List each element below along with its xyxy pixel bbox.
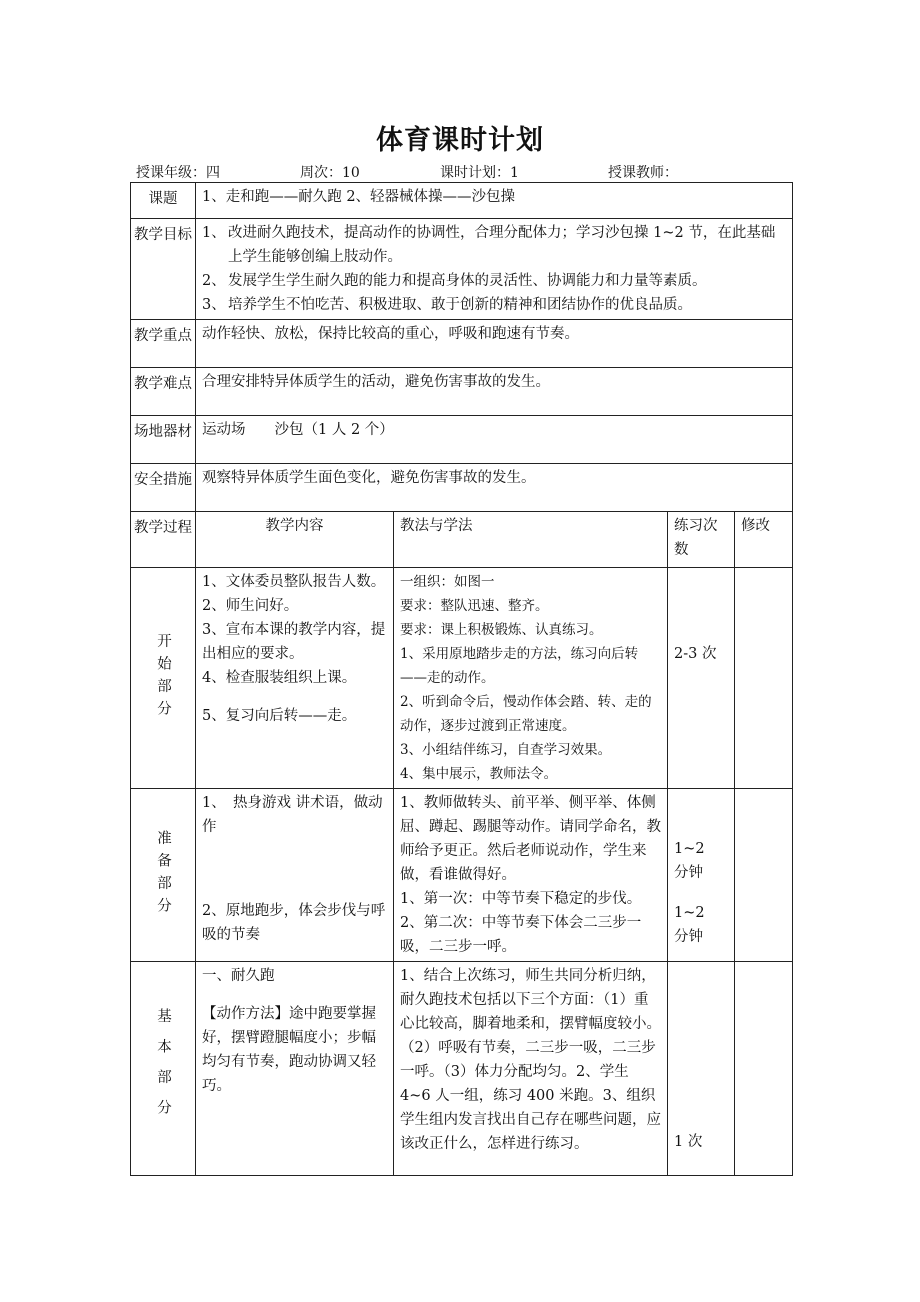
method-line: 1、教师做转头、前平举、侧平举、体侧屈、蹲起、踢腿等动作。请同学命名，教师给予更正。然后老师说动作，学生来做，看谁做得好。 [400, 795, 661, 883]
method-line: 3、小组结伴练习，自查学习效果。 [400, 742, 612, 758]
week-field: 周次：10 [300, 165, 360, 181]
method-line: 2、第二次：中等节奏下体会二三步一吸，二三步一呼。 [400, 915, 642, 955]
safety-row [131, 464, 793, 512]
col-revise: 修改 [735, 512, 793, 568]
method-line: 一组织：如图一 [400, 574, 495, 590]
content-line: 5、复习向后转——走。 [202, 708, 357, 724]
content-line: 【动作方法】途中跑要掌握好，摆臂蹬腿幅度小；步幅均匀有节奏，跑动协调又轻巧。 [202, 1006, 376, 1094]
goals-row [131, 219, 793, 320]
goals-label: 教学目标 [131, 219, 196, 320]
content-line: 3、宣布本课的教学内容，提出相应的要求。 [202, 622, 386, 662]
method-line: 4、集中展示，教师法令。 [400, 766, 558, 782]
lesson-plan-table [130, 182, 793, 1176]
col-method: 教法与学法 [394, 512, 668, 568]
venue-value: 运动场 沙包（1 人 2 个） [196, 416, 793, 464]
section-name: 准备部分 [131, 789, 196, 962]
key-row [131, 320, 793, 368]
topic-value: 1、走和跑——耐久跑 2、轻器械体操——沙包操 [196, 183, 793, 219]
safety-value: 观察特异体质学生面色变化，避免伤害事故的发生。 [196, 464, 793, 512]
revise-cell [735, 962, 793, 1176]
method-line: 1、第一次：中等节奏下稳定的步伐。 [400, 891, 642, 907]
content-line: 4、检查服装组织上课。 [202, 670, 357, 686]
process-label: 教学过程 [131, 512, 196, 568]
venue-label: 场地器材 [131, 416, 196, 464]
difficulty-value: 合理安排特异体质学生的活动，避免伤害事故的发生。 [196, 368, 793, 416]
process-header-row [131, 512, 793, 568]
venue-row [131, 416, 793, 464]
section-warmup [131, 789, 793, 962]
content-line: 2、师生问好。 [202, 598, 299, 614]
revise-cell [735, 568, 793, 789]
list-item: 3、 培养学生不怕吃苦、积极进取、敢于创新的精神和团结协作的优良品质。 [202, 297, 692, 313]
difficulty-label: 教学难点 [131, 368, 196, 416]
topic-label: 课题 [131, 183, 196, 219]
content-line: 一、耐久跑 [202, 968, 275, 984]
method-line: 要求：整队迅速、整齐。 [400, 598, 549, 614]
goals-list [202, 221, 786, 317]
times-line: 1~2 分钟 [674, 905, 720, 945]
col-times: 练习次数 [668, 512, 735, 568]
method-line: 2、听到命令后，慢动作体会踏、转、走的动作，逐步过渡到正常速度。 [400, 694, 652, 734]
content-line: 1、 热身游戏 讲术语，做动作 [202, 795, 383, 835]
difficulty-row [131, 368, 793, 416]
method-line: 1、采用原地踏步走的方法，练习向后转——走的动作。 [400, 646, 639, 686]
content-line: 2、原地跑步，体会步伐与呼吸的节奏 [202, 903, 386, 943]
safety-label: 安全措施 [131, 464, 196, 512]
section-name: 开始部分 [131, 568, 196, 789]
topic-row [131, 183, 793, 219]
method-line: 1、结合上次练习，师生共同分析归纳，耐久跑技术包括以下三个方面：（1）重心比较高，脚着地柔和，摆臂幅度较小。（2）呼吸有节奏，二三步一吸，二三步一呼。（3）体力分配均匀。2、学生 4~6 人一组，练习 400 米跑。3、组织学生组内发言找出自己存在哪些问题，应该改正什么，怎样进行练习。 [400, 968, 661, 1152]
times-line: 1~2 分钟 [674, 841, 720, 881]
section-main [131, 962, 793, 1176]
teacher-field: 授课教师： [608, 165, 678, 181]
list-item: 2、 发展学生学生耐久跑的能力和提高身体的灵活性、协调能力和力量等素质。 [202, 273, 707, 289]
method-line: 要求：课上积极锻炼、认真练习。 [400, 622, 603, 638]
times-line: 2-3 次 [674, 646, 717, 662]
list-item: 1、 改进耐久跑技术，提高动作的协调性，合理分配体力；学习沙包操 1~2 节，在此基础上学生能够创编上肢动作。 [202, 225, 776, 265]
section-name: 基本部分 [131, 962, 196, 1176]
revise-cell [735, 789, 793, 962]
page-title: 体育课时计划 [376, 125, 544, 156]
lesson-field: 课时计划：1 [440, 165, 519, 181]
content-line: 1、文体委员整队报告人数。 [202, 574, 386, 590]
key-label: 教学重点 [131, 320, 196, 368]
times-line: 1 次 [674, 1134, 703, 1150]
section-start [131, 568, 793, 789]
key-value: 动作轻快、放松，保持比较高的重心，呼吸和跑速有节奏。 [196, 320, 793, 368]
grade-field: 授课年级：四 [136, 165, 220, 181]
col-content: 教学内容 [196, 512, 394, 568]
